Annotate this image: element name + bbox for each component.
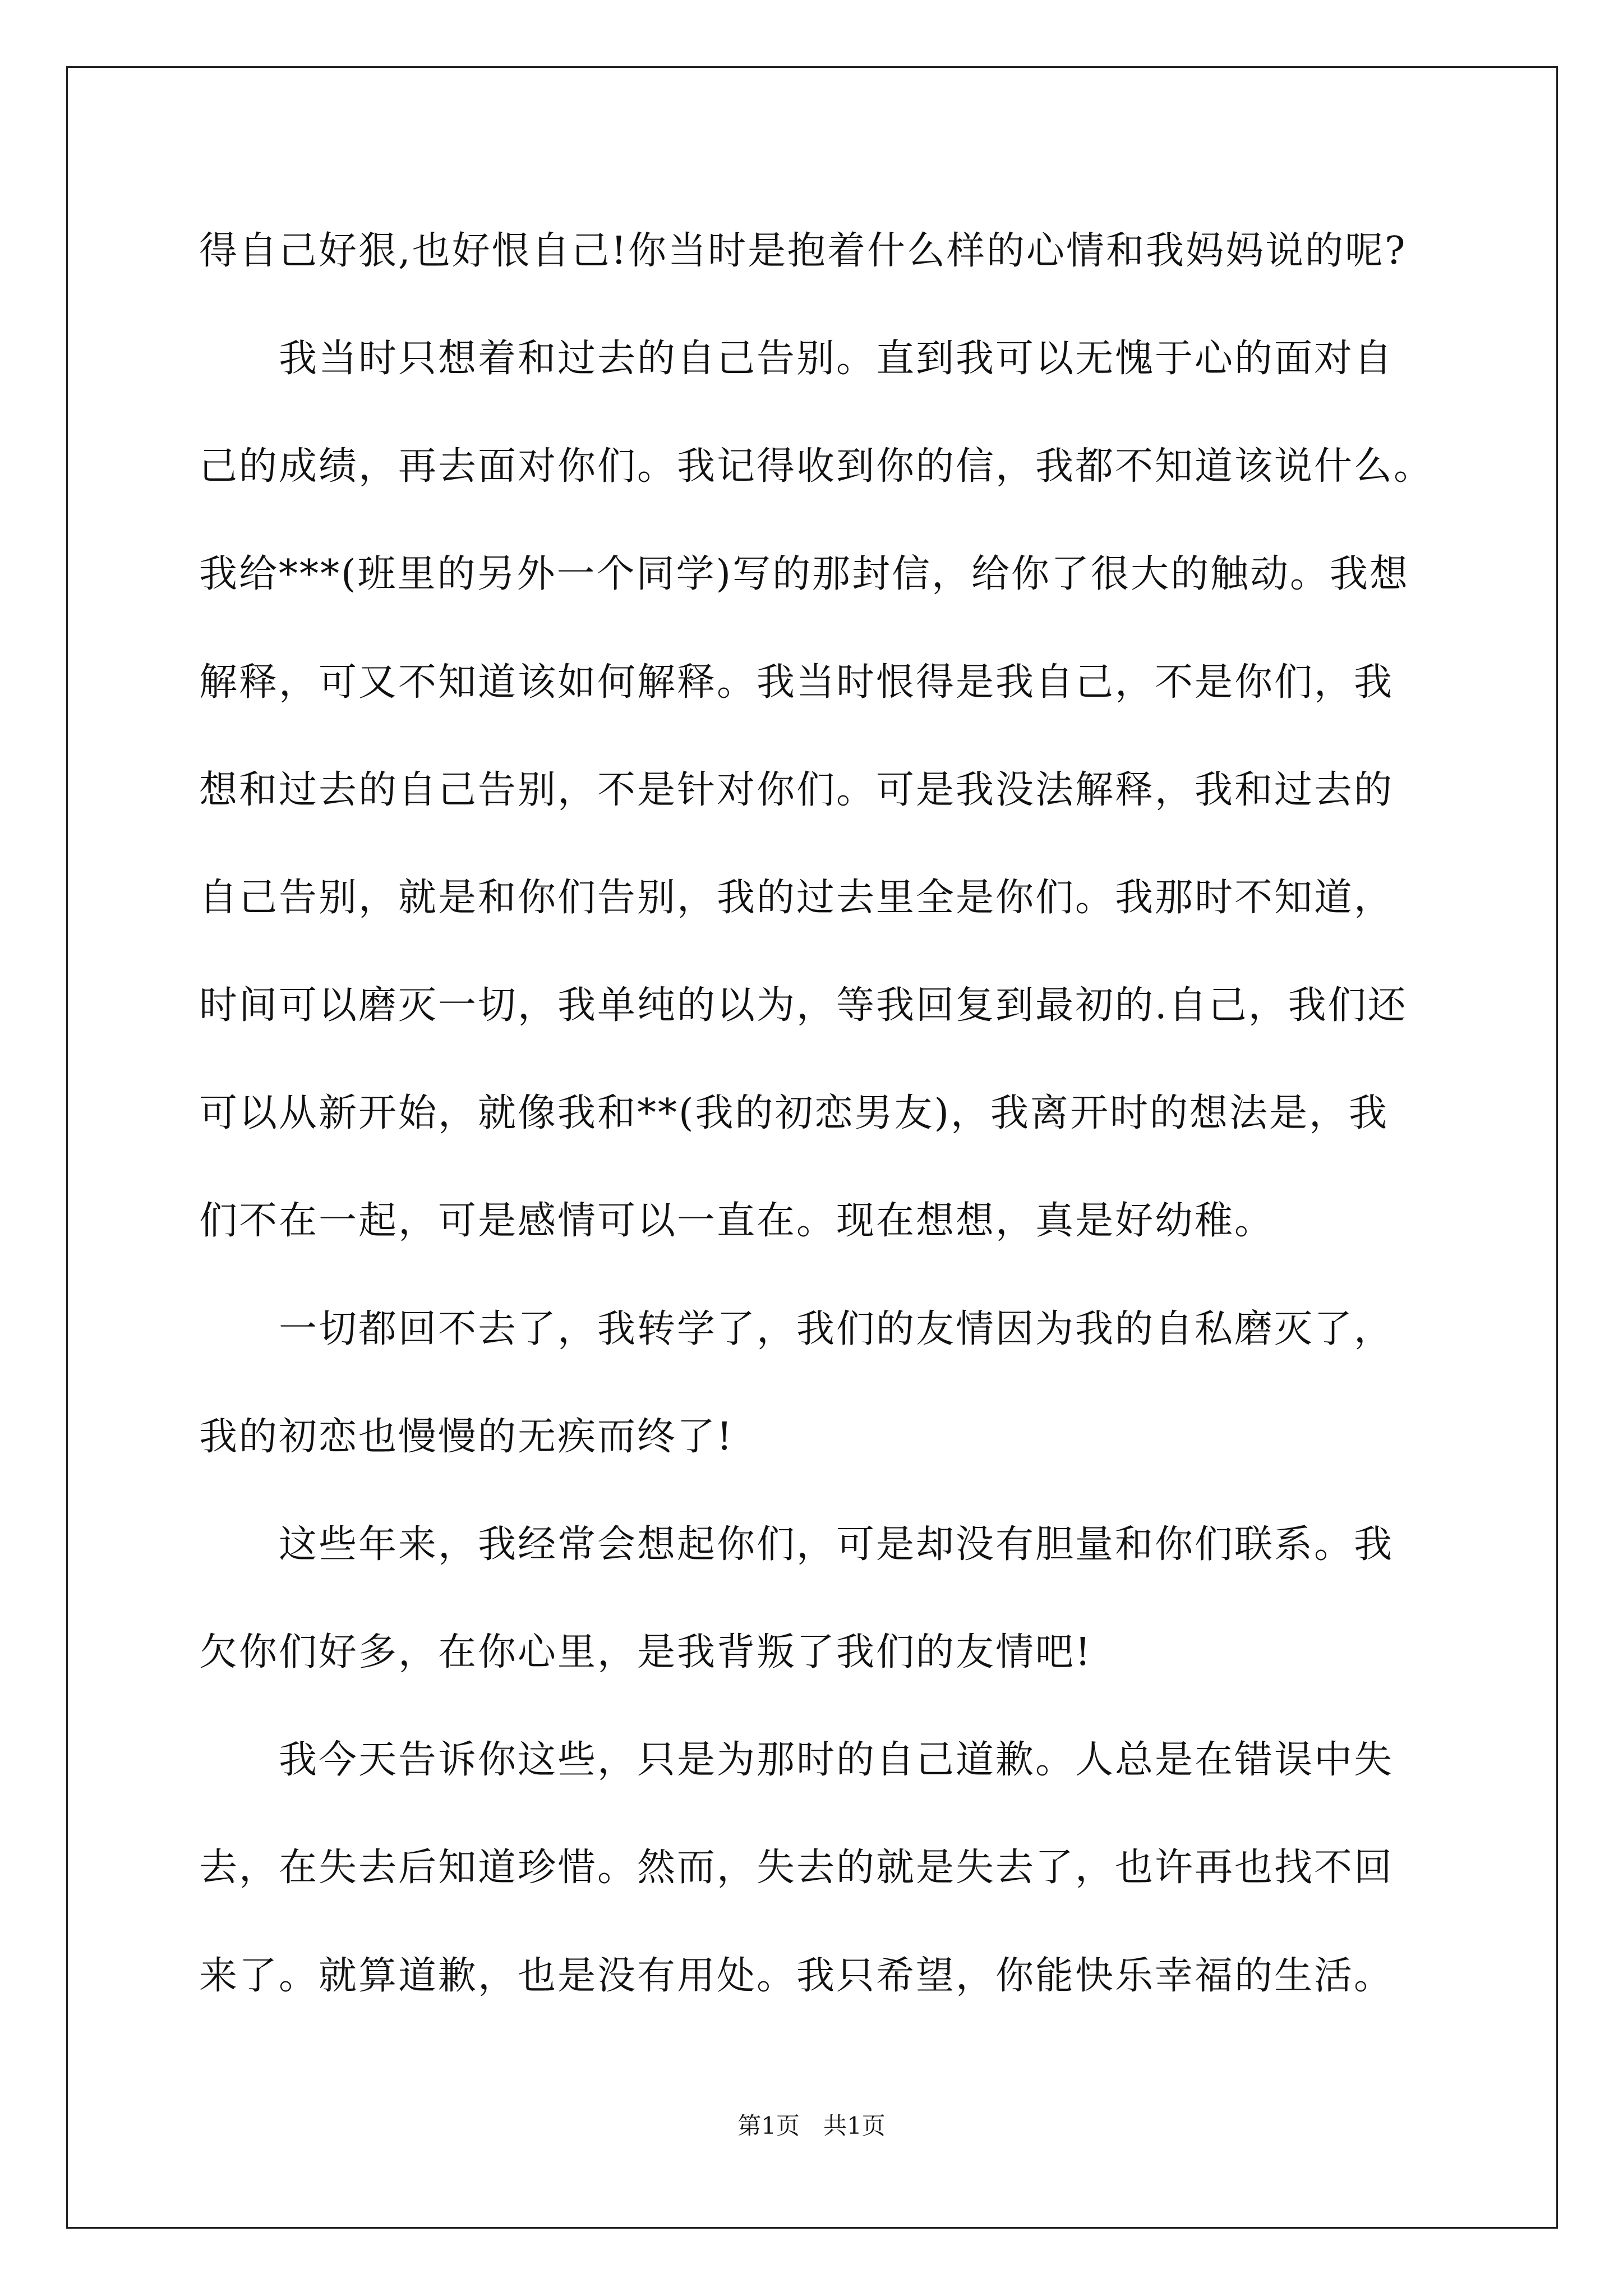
- text-line: 自己告别，就是和你们告别，我的过去里全是你们。我那时不知道，: [199, 876, 1394, 920]
- text-line: 去，在失去后知道珍惜。然而，失去的就是失去了，也许再也找不回: [199, 1846, 1394, 1890]
- page-number-footer: 第1页 共1页: [737, 2112, 886, 2139]
- text-line: 欠你们好多，在你心里，是我背叛了我们的友情吧!: [199, 1630, 1092, 1674]
- text-line: 我今天告诉你这些，只是为那时的自己道歉。人总是在错误中失: [199, 1738, 1394, 1782]
- text-line: 这些年来，我经常会想起你们，可是却没有胆量和你们联系。我: [199, 1522, 1394, 1567]
- text-line: 来了。就算道歉，也是没有用处。我只希望，你能快乐幸福的生活。: [199, 1954, 1394, 1998]
- text-line: 己的成绩，再去面对你们。我记得收到你的信，我都不知道该说什么。: [199, 444, 1434, 489]
- text-line: 我的初恋也慢慢的无疾而终了!: [199, 1415, 734, 1459]
- text-line: 我给***(班里的另外一个同学)写的那封信，给你了很大的触动。我想: [199, 552, 1410, 596]
- text-line: 得自己好狠,也好恨自己!你当时是抱着什么样的心情和我妈妈说的呢?: [199, 229, 1407, 273]
- text-line: 想和过去的自己告别，不是针对你们。可是我没法解释，我和过去的: [199, 768, 1394, 812]
- text-line: 可以从新开始，就像我和**(我的初恋男友)，我离开时的想法是，我: [199, 1091, 1389, 1135]
- text-line: 一切都回不去了，我转学了，我们的友情因为我的自私磨灭了，: [199, 1307, 1394, 1351]
- text-line: 解释，可又不知道该如何解释。我当时恨得是我自己，不是你们，我: [199, 660, 1394, 705]
- text-line: 我当时只想着和过去的自己告别。直到我可以无愧于心的面对自: [199, 337, 1394, 381]
- text-line: 们不在一起，可是感情可以一直在。现在想想，真是好幼稚。: [199, 1199, 1275, 1243]
- text-line: 时间可以磨灭一切，我单纯的以为，等我回复到最初的.自己，我们还: [199, 983, 1408, 1028]
